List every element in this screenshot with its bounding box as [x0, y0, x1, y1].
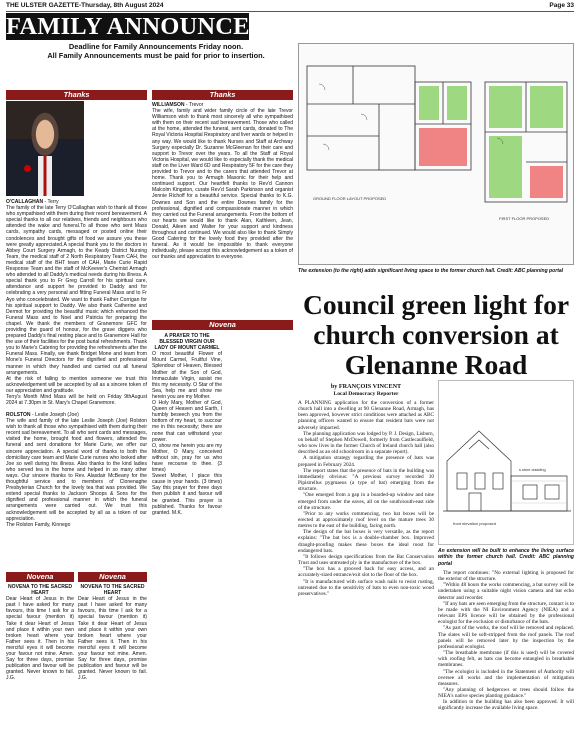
- front-elevation-label: front elevation proposed: [453, 521, 496, 526]
- rolston-firstname: - Leslie Joseph (Joe): [30, 412, 79, 418]
- story-paragraph: "Within 48 hours the works commencing, a bat survey will be undertaken using a suitable night vision camera and bat echo detector and recorder.: [438, 582, 574, 601]
- novena-1-text: Dear Heart of Jesus in the past I have asked for many favours, this time I ask for a special favour (mention it) Take it dear Heart of Jesus and place it within your own broken heart where your Father sees it. Then in his merciful eyes it will become your favour not mine. Amen. Say for three days, promise publication and favour will be granted. Never known to fail. J.G.: [6, 596, 74, 682]
- newspaper-dateline: THE ULSTER GAZETTE-Thursday, 8th August 2024: [6, 2, 164, 9]
- novena-1-title: NOVENA TO THE SACRED HEART: [8, 584, 72, 597]
- story-column-1: [298, 400, 434, 732]
- story-paragraph: The report states that the presence of bats in the building was immediately obvious: "A previous survey recorded 10 Pipistrellus pygmaeus (a type of bat) emerging from the structure.: [298, 467, 434, 493]
- novena-notice-2: [78, 584, 147, 734]
- story-paragraph: "The breathable membrane (if this is used) will be covered with roofing felt, as bats can become entangled in breathable membranes.: [438, 650, 574, 669]
- prayer-notice: [152, 333, 222, 577]
- novena-header-left-2: Novena: [78, 572, 147, 582]
- store-label: s.store cladding: [519, 468, 546, 472]
- williamson-name: WILLIAMSON: [152, 102, 185, 108]
- story-paragraph: "It is manufactured with surface wash nails to resist rusting, untreated due to the sensitivity of bats to even non-toxic wood preservatives.": [298, 578, 434, 597]
- rolston-text: The wife and family of the late Leslie Joseph (Joe) Rolston wish to thank all those who sympathised with them during their recent sad bereavement. To all who sent cards and messages, visited the home, brought food and flowers, attended the funeral and sent donations for Marie Curie, we offer our sincere appreciation. A special word of thanks to both the domiciliary care team and Marie Curie nurses who looked after Joe so well during his illness. Also thanks to the kind ladies who served tea in the home and helped in so many other ways. Our sincere thanks to Rev. Alasdair McBeany for the thoughtful service and to members of Clonenaghe Presbyterian Church for the lovely tea that was provided. We extend special thanks to Jackson Shoops & Sons for the dignified and professional manner in which the funeral arrangements were carried out. We trust this acknowledgement will be accepted by all as a token of our appreciation. The Rolston Family, Kinnego: [6, 418, 147, 528]
- byline-role: Local Democracy Reporter: [333, 391, 399, 397]
- williamson-text: The wife, family and wider family circle of the late Trevor Williamson wish to thank most sincerely all who sympathised with them on their recent sad bereavement. Those who called at the home, attended the funeral, sent cards, donated to The Royal Victoria Hospital Respiratory and liver wards or helped in any way. We would like to thank Nurses and Staff at Archway Surgery especially Dr. Suzanne McGleenan for their care and support to Trevor over the years. To all the Staff at Royal Victoria Hospital, we would like to especially thank the medical staff on the Liver Ward 6D and Respiratory 5F for the care they provided to Trevor and to the carers that attended Trevor at home. Thank you to Armagh Masonic for their help and continued support. Our heartfelt thanks to Rev'd Cannon Malcolm Kingston, curate Rev'd Sarah Parkinson and organist Jennie Richoff for a beautiful service. Special thanks to K.G. Downes and Son and the entire Downes family for the professional, dignified and compassionate manner in which they carried out the Funeral arrangements. From the bottom of our hearts we would like to thank Alan, Kathleen, Jean, Donald, Aileen and Walter for your support and kindness throughout and continued. We would also like to thank Simply Good Catering for the lovely food they provided after the funeral. As it would be impossible to thank everyone individually, please accept this acknowledgement as a token of our thanks and appreciation to everyone.: [152, 108, 294, 261]
- story-paragraph: "One emerged from a gap in a boarded-up window and nine emerged from under the eaves, all on the south/south-east side of the structure.: [298, 492, 434, 511]
- novena-2-text: Dear Heart of Jesus in the past I have asked for many favours, this time I ask for a special favour (mention it) Take it dear Heart of Jesus and place it within your own broken heart where your Father sees it. Then in his merciful eyes it will become your favour not mine. Amen. Say for three days, promise publication and favour will be granted. Never known to fail. J.G.: [78, 596, 147, 682]
- floor-plan-svg: [299, 44, 575, 266]
- section-banner: FAMILY ANNOUNCEMENTS: [6, 13, 338, 40]
- story-column-2: [438, 570, 574, 732]
- story-paragraph: A PLANNING application for the conversion of a former church hall into a dwelling at 90 Glenanne Road, Armagh, has been approved, however strict conditions were attached as ABC planning officers wanted to ensure that resident bats were not adversely impacted.: [298, 400, 434, 431]
- story-paragraph: The design of the bat boxes is very versatile, as the report explains: "The bat box is a double-chamber box. Improved draught-proofing makes these boxes the ideal roost for endangered bats.: [298, 529, 434, 554]
- first-floor-label: FIRST FLOOR PROPOSED: [499, 216, 550, 221]
- poppy-icon: [24, 165, 31, 172]
- story-paragraph: "Prior to any works commencing, two bat boxes will be erected at approximately roof level on the mature trees 30 metres to the east of the building, facing north.: [298, 510, 434, 530]
- williamson-firstname: - Trevor: [184, 102, 204, 108]
- elevation-svg: [439, 381, 575, 546]
- novena-notice-1: [6, 584, 74, 734]
- story-paragraph: The planning application was lodged by P. J. Design, Lisburn, on behalf of Stephen McDowell, formerly from Castlecaulfield, who now lives in the former Church of Ireland church hall (also described as an old schoolroom in a separate report).: [298, 430, 434, 456]
- thanks-header-left: Thanks: [6, 90, 147, 100]
- rolston-notice: [6, 412, 147, 567]
- page-number: Page 33: [549, 2, 574, 9]
- novena-header-mid: Novena: [152, 320, 293, 330]
- story-paragraph: "As part of the works, the roof will be removed and replaced. The slates will be soft-stripped from the roof panels. The roof panels will be removed later by the inspection by the professional ecologist.: [438, 625, 574, 650]
- deadline-notice: [6, 42, 306, 60]
- page-header: [6, 2, 574, 12]
- byline-name: by FRANÇOIS VINCENT: [330, 383, 402, 390]
- elevation-drawing: [438, 380, 574, 545]
- elevation-caption: An extension will be built to enhance the living surface within the former church hall. Credit: ABC planning portal: [438, 548, 574, 567]
- williamson-notice: [152, 102, 293, 315]
- story-paragraph: A mitigation strategy regarding the presence of bats was prepared in February 2024.: [298, 455, 434, 468]
- novena-2-title: NOVENA TO THE SACRED HEART: [80, 584, 145, 597]
- rolston-name: ROLSTON: [6, 412, 31, 418]
- ocallaghan-name: O'CALLAGHAN: [6, 199, 44, 205]
- story-paragraph: The report continues: "No external lighting is proposed for the exterior of the structure.: [438, 570, 574, 583]
- floor-plan-drawing: [298, 43, 574, 265]
- story-paragraph: "Any planning of hedgerows or trees should follow the NIEA's native species planting guidance.": [438, 686, 574, 700]
- deadline-line-2: All Family Announcements must be paid for prior to insertion.: [47, 51, 265, 60]
- thanks-header-right: Thanks: [152, 90, 293, 100]
- story-paragraph: "The ecologist is included in the Statement of Authority will oversee all works and the implementation of mitigation measures.: [438, 668, 574, 687]
- article-headline: Council green light for church conversion at Glenanne Road: [302, 289, 570, 380]
- novena-header-left-1: Novena: [6, 572, 74, 582]
- prayer-text: O most beautiful Flower of Mount Carmel, Fruitful Vine, Splendour of Heaven, Blessed Mother of the Son of God, Immaculate Virgin, assist me this my necessity. O Star of the Sea, help me and show me herein you are my Mother. O Holy Mary, Mother of God, Queen of Heaven and Earth, I humbly beseech you from the bottom of my heart, to succour me in this necessity; there are none that can withstand your power. O, show me herein you are my Mother, O Mary, conceived without sin, pray for us who have recourse to thee. (3 times) Sweet Mother, I place this cause in your hands. (3 times) Say this prayer for three days then publish it and favour will be granted. This prayer is published. Thanks for favour granted. M.K.: [152, 351, 222, 516]
- story-paragraph: In addition to the building has also been approved. It will significantly increase the available living space.: [438, 699, 574, 712]
- prayer-title: A PRAYER TO THE BLESSED VIRGIN OUR LADY OF MOUNT CARMEL: [154, 333, 220, 352]
- ground-floor-label: GROUND FLOOR LAYOUT PROPOSED: [313, 196, 387, 201]
- plan-caption: The extension (to the right) adds significant living space to the former church hall. Credit: ABC planning portal: [298, 268, 564, 274]
- obituary-photo: [6, 101, 84, 196]
- story-paragraph: "It follows design specifications from the Bat Conservation Trust and uses untreated ply in the manufacture of the box.: [298, 553, 434, 567]
- deadline-line-1: Deadline for Family Announcements Friday noon.: [68, 42, 244, 51]
- ocallaghan-notice: [6, 199, 147, 406]
- ocallaghan-text: The family of the late Terry O'Callaghan wish to thank all those who sympathised with them during their recent bereavement. A special thanks to all our relatives, friends and neighbours who attended the wake and funeral.To all those who sent Mass cards, sympathy cards, messaged or posted online their condolences and brought gifts of food we assure you these were greatly appreciated.A special thank you to the doctors in Abbey Court Surgery Armagh, to the Keady District Nursing Team, the medical staff of 2 North Respiratory Team CAH, the medical staff of the BHT team of CAH, Marie Curie Rapid Response Team and the staff of McKeever's Chemist Armagh who attended to all Daddy's medical needs during his illness. A special thank you to Fr Greg Carroll for his spiritual care, attendance and support he provided to Daddy and for celebrating a very personal and fitting Funeral Mass and to Fr Ayo who concelebrated. We want to thank Father Corrigan for his spiritual support to Daddy. We also thank Catherine and Dermot for providing the beautiful music which enhanced the Funeral Mass and to Noel and Patricia for preparing the chapel. We thank the members of Granemore GFC for providing the guard of honour, for the grave diggers who prepared Daddy's final resting place and to Granemore Hall for the use of their facilities for the post burial refreshments. Thank you to Marie's Catering for providing the refreshments after the Funeral Mass. Finally, we thank Bridget Mone and team from Mone's Funeral Directors for the dignified and professional manner in which they handled and carried out all funeral arrangements. At the risk of failing to mention someone we trust this acknowledgement will be accepted by all as a sincere token of our appreciation and gratitude. Terry's Month Mind Mass will be held on Friday 9thAugust 2024 at 7.30pm in St. Mary's Chapel Granemore.: [6, 205, 147, 407]
- ocallaghan-firstname: - Terry: [43, 199, 59, 205]
- story-paragraph: "If any bats are seen emerging from the structure, contact is to be made with the NI Environment Agency (NIEA) and a relevant EPS licence will be obtained by the professional ecologist for the exclusion or disturbance of the bats.: [438, 600, 574, 626]
- story-paragraph: "The box has a grooved back for easy access, and an accurately-sized entrance/exit slot to the floor of the box.: [298, 566, 434, 579]
